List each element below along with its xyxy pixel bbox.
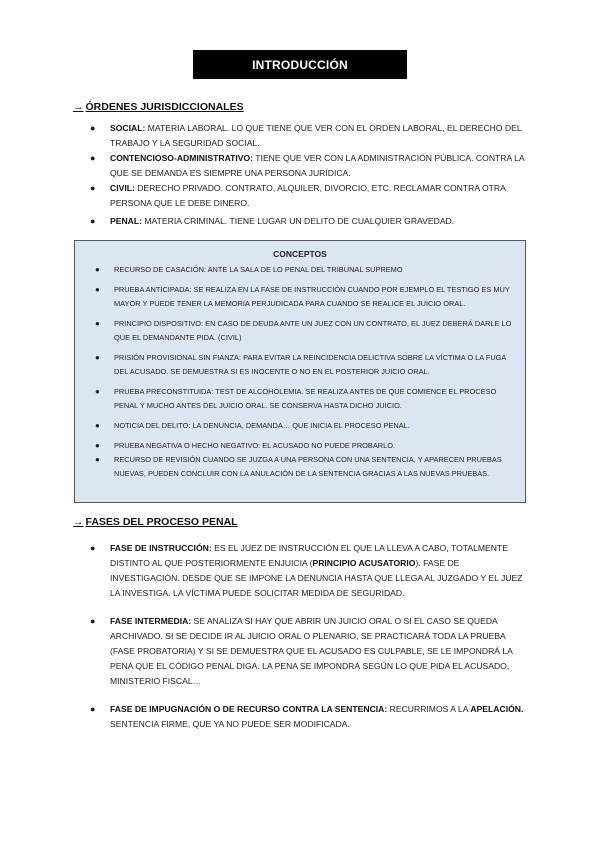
concepts-box <box>74 240 526 503</box>
concept-text: PRUEBA PRECONSTITUIDA: TEST DE ALCOHOLEMIA. SE REALIZA ANTES DE QUE COMIENCE EL PROCESO PENAL Y MUCHO ANTES DEL JUICIO ORAL. SE CONSERVA HASTA DICHO JUICIO. <box>114 387 497 410</box>
concept-item <box>95 419 515 433</box>
page-title: INTRODUCCIÓN <box>193 50 407 79</box>
ordenes-list <box>90 121 530 229</box>
concept-text: PRUEBA ANTICIPADA: SE REALIZA EN LA FASE DE INSTRUCCIÓN CUANDO POR EJEMPLO EL TESTIGO ES MUY MAYOR Y PUEDE TENER LA MEMORIA PERJUDICADA PARA CUANDO SE REALICE EL JUICIO ORAL. <box>114 285 510 308</box>
concept-text: NOTICIA DEL DELITO: LA DENUNCIA, DEMANDA… QUE INICIA EL PROCESO PENAL. <box>114 421 410 430</box>
item-bold-text: APELACIÓN. <box>470 704 524 714</box>
list-item <box>90 541 530 601</box>
item-term: FASE INTERMEDIA: <box>110 616 192 626</box>
concept-item <box>95 385 515 413</box>
concept-item <box>95 317 515 345</box>
bullet-icon: ● <box>90 543 96 553</box>
bullet-icon: ● <box>90 123 96 133</box>
item-text: DERECHO PRIVADO. CONTRATO, ALQUILER, DIVORCIO, ETC. RECLAMAR CONTRA OTRA PERSONA QUE LE DEBE DINERO. <box>110 183 506 208</box>
fases-list <box>90 541 530 745</box>
bullet-icon: ● <box>95 353 100 362</box>
list-item <box>90 121 530 151</box>
bullet-icon: ● <box>95 319 100 328</box>
item-text: ES EL JUEZ DE INSTRUCCIÓN EL QUE LA LLEVA A CABO, TOTALMENTE DISTINTO AL QUE POSTERIORMENTE ENJUICIA ( <box>110 543 508 568</box>
item-term: SOCIAL: <box>110 123 146 133</box>
item-text: SENTENCIA FIRME, QUE YA NO PUEDE SER MODIFICADA. <box>110 719 350 729</box>
concepts-title: CONCEPTOS <box>273 249 327 259</box>
bullet-icon: ● <box>95 441 100 450</box>
arrow-icon: → <box>73 516 84 528</box>
item-term: PENAL: <box>110 216 142 226</box>
item-bold-text: PRINCIPIO ACUSATORIO <box>312 558 416 568</box>
bullet-icon: ● <box>95 285 100 294</box>
concept-text: RECURSO DE REVISIÓN CUANDO SE JUZGA A UNA PERSONA CON UNA SENTENCIA, Y APARECEN PRUEBAS NUEVAS, PUEDEN CONCLUIR CON LA ANULACIÓN DE LA SENTENCIA GRACIAS A LAS NUEVAS PRUEBAS. <box>114 455 502 478</box>
item-text: SE ANALIZA SI HAY QUE ABRIR UN JUICIO ORAL O SI EL CASO SE QUEDA ARCHIVADO. SI SE DECIDE IR AL JUICIO ORAL O PLENARIO, SE PRACTICARÁ TODA LA PRUEBA (FASE PROBATORIA) Y SI SE DEMUESTRA QUE EL ACUSADO ES CULPABLE, SE LE IMPONDRÁ LA PENA QUE EL CÓDIGO PENAL DIGA. LA PENA SE IMPONDRÁ SEGÚN LO QUE PIDA EL ACUSADO, MINISTERIO FISCAL… <box>110 616 513 686</box>
list-item <box>90 214 530 229</box>
item-term: FASE DE IMPUGNACIÓN O DE RECURSO CONTRA LA SENTENCIA: <box>110 704 388 714</box>
section-heading-ordenes <box>73 101 244 113</box>
section-heading-text: FASES DEL PROCESO PENAL <box>85 516 238 528</box>
bullet-icon: ● <box>95 387 100 396</box>
arrow-icon: → <box>73 101 84 113</box>
concept-text: RECURSO DE CASACIÓN: ANTE LA SALA DE LO PENAL DEL TRIBUNAL SUPREMO <box>114 265 403 274</box>
bullet-icon: ● <box>95 265 100 274</box>
concepts-list <box>95 263 515 481</box>
item-text: RECURRIMOS A LA <box>387 704 471 714</box>
bullet-icon: ● <box>90 216 96 226</box>
concept-item <box>95 283 515 311</box>
bullet-icon: ● <box>90 153 96 163</box>
bullet-icon: ● <box>95 455 100 464</box>
item-text: ). FASE DE INVESTIGACIÓN. DESDE QUE SE IMPONE LA DENUNCIA HASTA QUE LLEGA AL JUZGADO Y EL JUEZ LA INVESTIGA. LA VÍCTIMA PUEDE SOLICITAR MEDIDA DE SEGURIDAD. <box>110 558 523 598</box>
section-heading-text: ÓRDENES JURISDICCIONALES <box>85 101 244 113</box>
concept-item <box>95 263 515 277</box>
concept-item <box>95 453 515 481</box>
item-term: FASE DE INSTRUCCIÓN: <box>110 543 212 553</box>
concept-text: PRUEBA NEGATIVA O HECHO NEGATIVO: EL ACUSADO NO PUEDE PROBARLO. <box>114 441 396 450</box>
bullet-icon: ● <box>90 704 96 714</box>
item-term: CIVIL: <box>110 183 135 193</box>
list-item <box>90 181 530 211</box>
bullet-icon: ● <box>90 616 96 626</box>
section-heading-fases <box>73 516 238 528</box>
list-item <box>90 702 530 732</box>
item-text: MATERIA LABORAL. LO QUE TIENE QUE VER CON EL ORDEN LABORAL, EL DERECHO DEL TRABAJO Y LA SEGURIDAD SOCIAL. <box>110 123 522 148</box>
concept-text: PRINCIPIO DISPOSITIVO: EN CASO DE DEUDA ANTE UN JUEZ CON UN CONTRATO, EL JUEZ DEBERÁ DARLE LO QUE EL DEMANDANTE PIDA. (CIVIL) <box>114 319 512 342</box>
concept-item <box>95 439 515 453</box>
item-term: CONTENCIOSO-ADMINISTRATIVO: <box>110 153 254 163</box>
concept-item <box>95 351 515 379</box>
bullet-icon: ● <box>90 183 96 193</box>
list-item <box>90 614 530 689</box>
item-text: TIENE QUE VER CON LA ADMINISTRACIÓN PÚBLICA. CONTRA LA QUE SE DEMANDA ES SIEMPRE UNA PERSONA JURÍDICA. <box>110 153 525 178</box>
item-text: MATERIA CRIMINAL. TIENE LUGAR UN DELITO DE CUALQUIER GRAVEDAD. <box>142 216 455 226</box>
bullet-icon: ● <box>95 421 100 430</box>
concept-text: PRISIÓN PROVISIONAL SIN FIANZA: PARA EVITAR LA REINCIDENCIA DELICTIVA SOBRE LA VÍCTIMA O LA FUGA DEL ACUSADO. SE DEMUESTRA SI ES INOCENTE O NO EN EL POSTERIOR JUICIO ORAL. <box>114 353 506 376</box>
list-item <box>90 151 530 181</box>
